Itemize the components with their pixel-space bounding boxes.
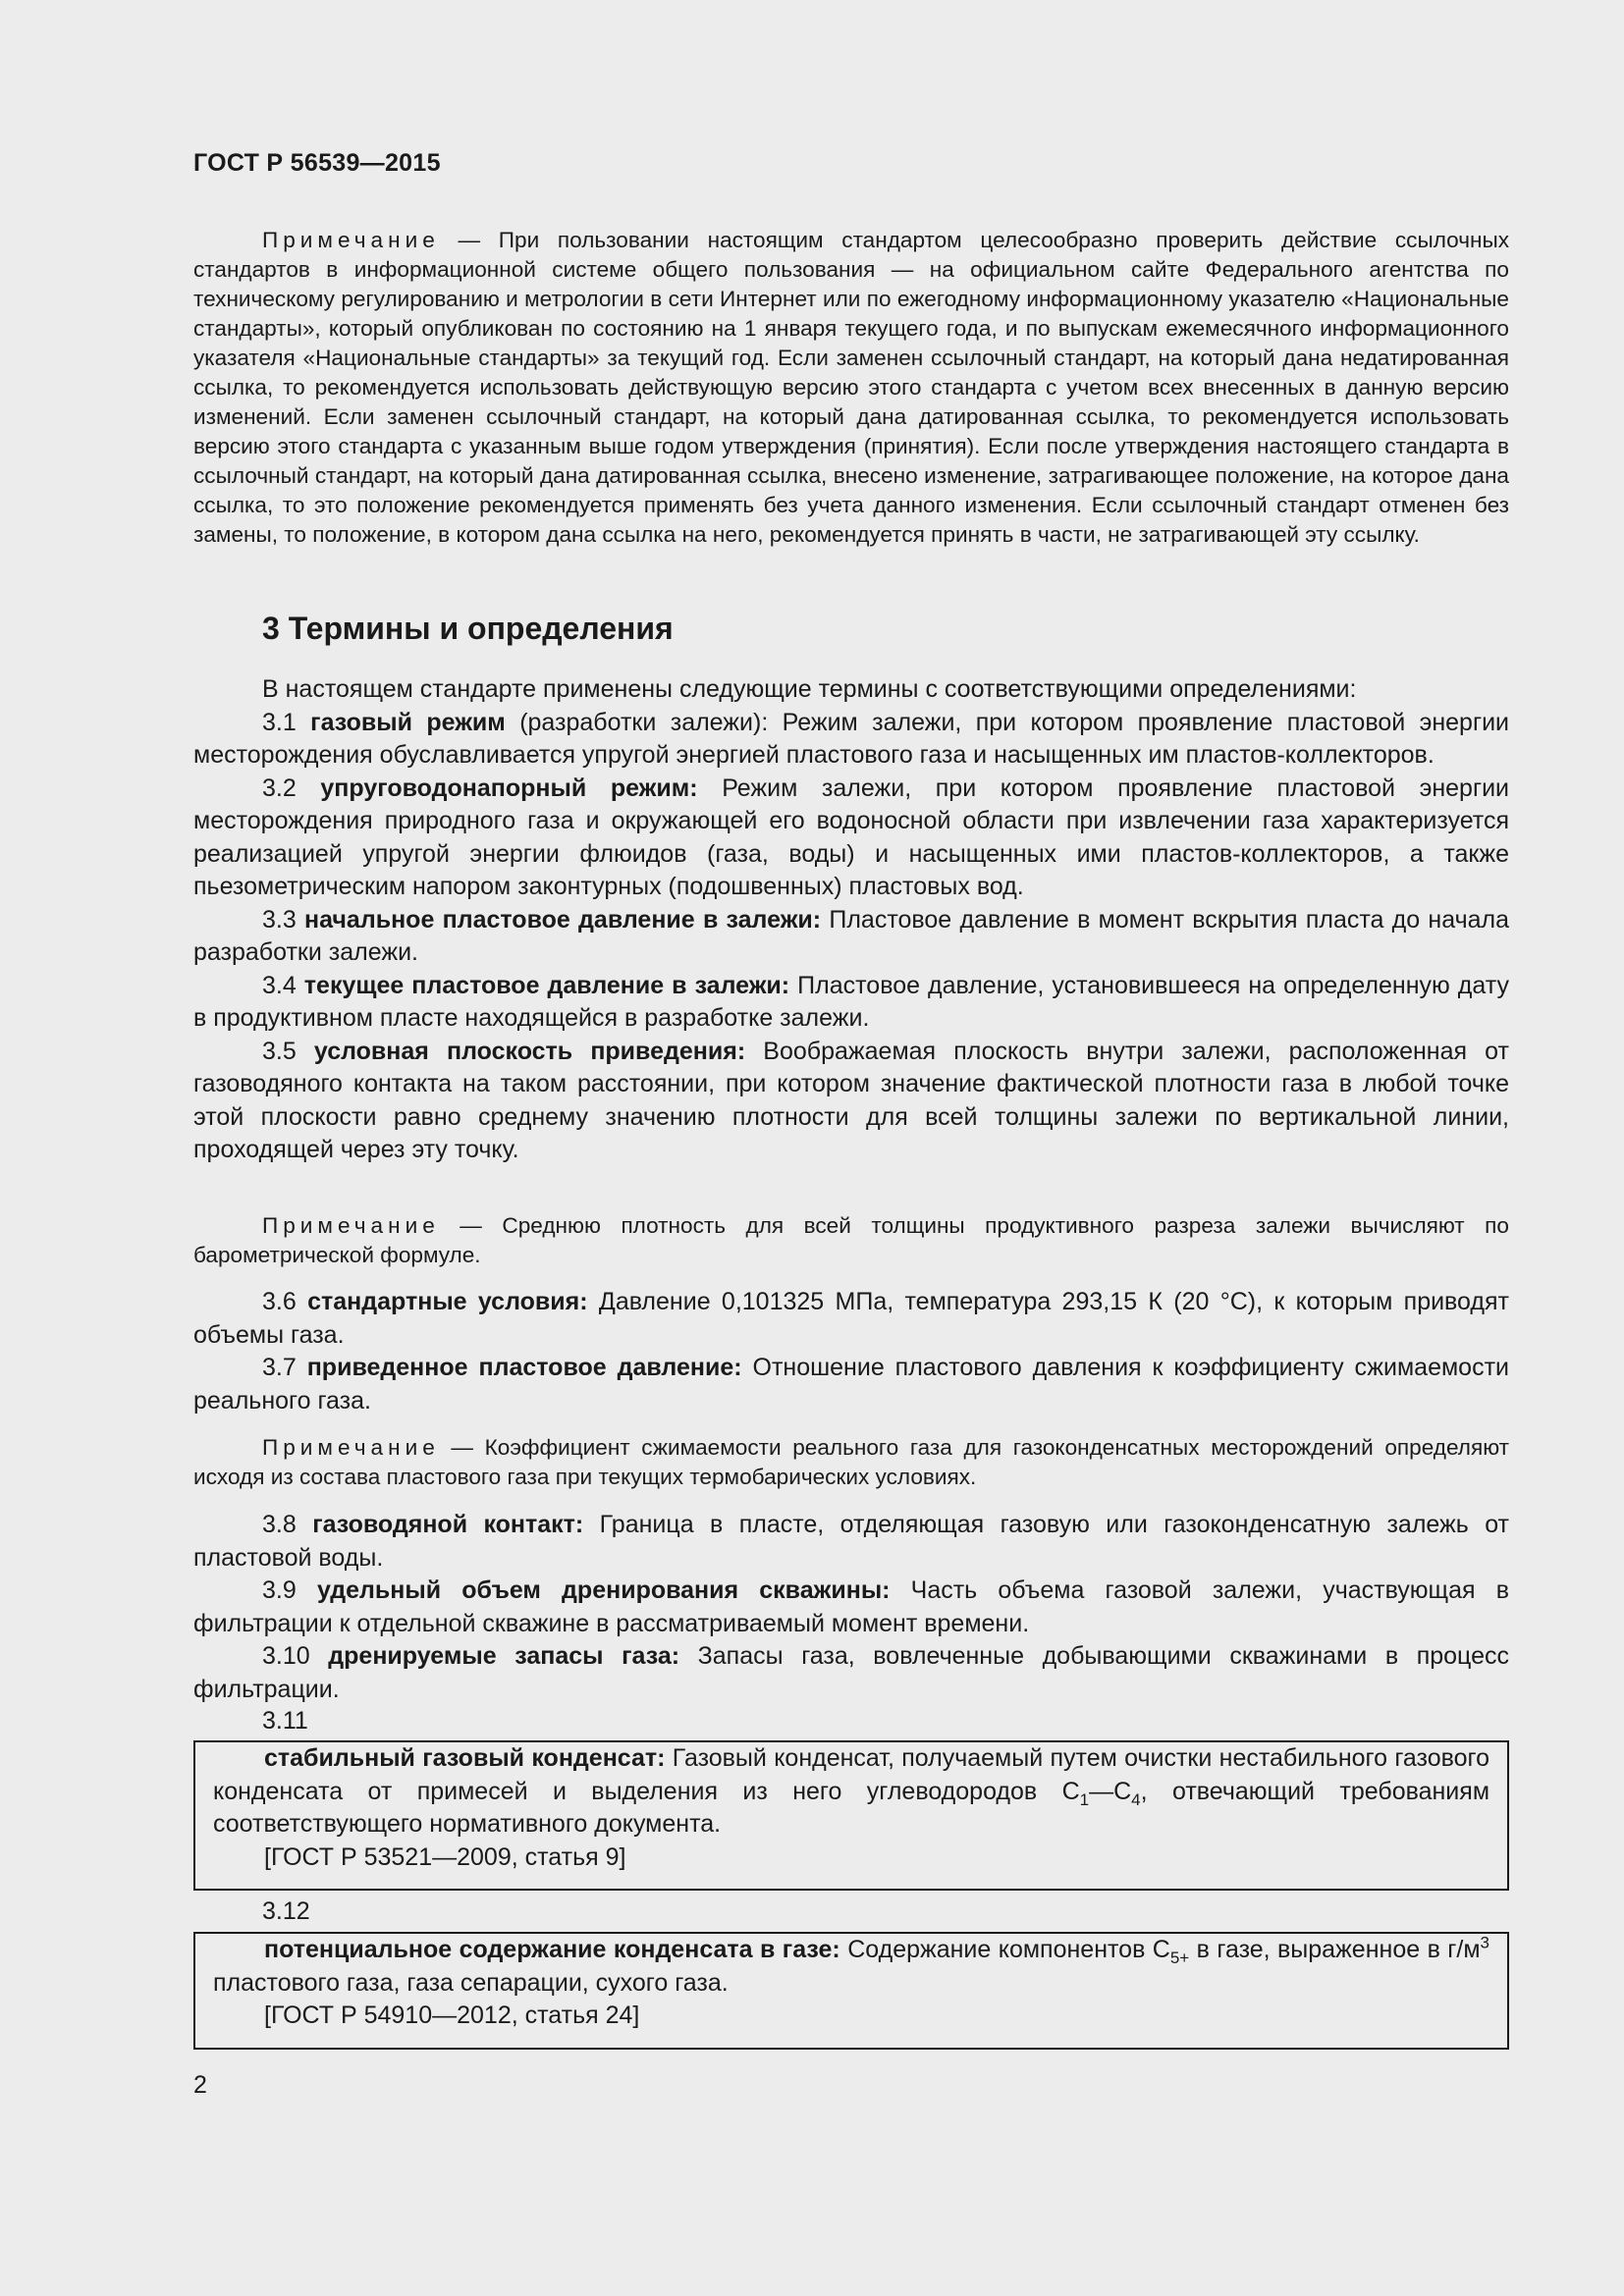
reference-note: Примечание — При пользовании настоящим стандартом целесообразно проверить действие ссылочных стандартов в информационной системе общего пользования — на официальном сайте Федерального агентства по техническому регулированию и метрологии в сети Интернет или по ежегодному информационному указателю «Национальные стандарты», который опубликован по состоянию на 1 января текущего года, и по выпускам ежемесячного информационного указателя «Национальные стандарты» за текущий год. Если заменен ссылочный стандарт, на который дана недатированная ссылка, то рекомендуется использовать действующую версию этого стандарта с учетом всех внесенных в данную версию изменений. Если заменен ссылочный стандарт, на который дана датированная ссылка, то рекомендуется использовать версию этого стандарта с указанным выше годом утверждения (принятия). Если после утверждения настоящего стандарта в ссылочный стандарт, на который дана датированная ссылка, внесено изменение, затрагивающее положение, на которое дана ссылка, то это положение рекомендуется применять без учета данного изменения. Если ссылочный стандарт отменен без замены, то положение, в котором дана ссылка на него, рекомендуется принять в части, не затрагивающей эту ссылку. bbox=[193, 228, 1510, 547]
term-3-8: 3.8 газоводяной контакт: Граница в пласте, отделяющая газовую или газоконденсатную залежь от пластовой воды. bbox=[193, 1511, 1510, 1572]
term-3-5: 3.5 условная плоскость приведения: Воображаемая плоскость внутри залежи, расположенная от газоводяного контакта на таком расстоянии, при котором значение фактической плотности газа в любой точке этой плоскости равно среднему значению плотности для всей толщины залежи по вертикальной линии, проходящей через эту точку. bbox=[193, 1037, 1509, 1163]
note-density: Примечание — Среднюю плотность для всей толщины продуктивного разреза залежи вычисляют по барометрической формуле. bbox=[193, 1213, 1509, 1267]
term-3-2: 3.2 упруговодонапорный режим: Режим залежи, при котором проявление пластовой энергии месторождения природного газа и окружающей его водоносной области при извлечении газа характеризуется реализацией упругой энергии флюидов (газа, воды) и насыщенных ими пластов-коллекторов, а также пьезометрическим напором законтурных (подошвенных) пластовых вод. bbox=[193, 774, 1509, 900]
terms-block-3 bbox=[193, 1509, 1509, 1706]
term-3-6: 3.6 стандартные условия: Давление 0,101325 МПа, температура 293,15 К (20 °С), к которым приводят объемы газа. bbox=[193, 1288, 1509, 1349]
term-3-11-number: 3.11 bbox=[262, 1707, 308, 1735]
term-3-3: 3.3 начальное пластовое давление в залежи: Пластовое давление в момент вскрытия пласта до начала разработки залежи. bbox=[193, 905, 1509, 966]
term-3-10: 3.10 дренируемые запасы газа: Запасы газа, вовлеченные добывающими скважинами в процесс фильтрации. bbox=[193, 1642, 1509, 1703]
term-3-12-box bbox=[193, 1932, 1509, 2050]
term-3-11: стабильный газовый конденсат: Газовый конденсат, получаемый путем очистки нестабильного газового конденсата от примесей и выделения из него углеводородов $С_1—С_4$, отвечающий требованиям соответствующего нормативного документа. bbox=[213, 1744, 1489, 1838]
term-3-4: 3.4 текущее пластовое давление в залежи: Пластовое давление, установившееся на определенную дату в продуктивном пласте находящейся в разработке залежи. bbox=[193, 971, 1509, 1032]
terms-block-1 bbox=[193, 673, 1509, 1167]
term-3-1: 3.1 газовый режим (разработки залежи): Режим залежи, при котором проявление пластовой энергии месторождения обуславливается упругой энергией пластового газа и насыщенных им пластов-коллекторов. bbox=[193, 708, 1510, 769]
term-3-12-number: 3.12 bbox=[262, 1897, 310, 1925]
section-title: 3 Термины и определения bbox=[262, 611, 674, 646]
document-header: ГОСТ Р 56539—2015 bbox=[193, 149, 441, 177]
note-label: Примечание bbox=[262, 228, 440, 252]
term-3-11-box bbox=[193, 1740, 1509, 1891]
term-3-12: потенциальное содержание конденсата в газе: Содержание компонентов $С_{5+}$ в газе, выраженное в $г/м^3$ пластового газа, газа сепарации, сухого газа. bbox=[213, 1933, 1489, 1997]
term-3-11-source: [ГОСТ Р 53521—2009, статья 9] bbox=[264, 1842, 626, 1871]
terms-block-2 bbox=[193, 1286, 1509, 1417]
term-3-9: 3.9 удельный объем дренирования скважины: Часть объема газовой залежи, участвующая в фильтрации к отдельной скважине в рассматриваемый момент времени. bbox=[193, 1576, 1510, 1637]
page-number: 2 bbox=[193, 2071, 207, 2099]
note-text: При пользовании настоящим стандартом целесообразно проверить действие ссылочных стандартов в информационной системе общего пользования — на официальном сайте Федерального агентства по техническому регулированию и метрологии в сети Интернет или по ежегодному информационному указателю «Национальные стандарты», который опубликован по состоянию на 1 января текущего года, и по выпускам ежемесячного информационного указателя «Национальные стандарты» за текущий год. Если заменен ссылочный стандарт, на который дана недатированная ссылка, то рекомендуется использовать действующую версию этого стандарта с учетом всех внесенных в данную версию изменений. Если заменен ссылочный стандарт, на который дана датированная ссылка, то рекомендуется использовать версию этого стандарта с указанным выше годом утверждения (принятия). Если после утверждения настоящего стандарта в ссылочный стандарт, на который дана датированная ссылка, внесено изменение, затрагивающее положение, на которое дана ссылка, то это положение рекомендуется применять без учета данного изменения. Если ссылочный стандарт отменен без замены, то положение, в котором дана ссылка на него, рекомендуется принять в части, не затрагивающей эту ссылку. bbox=[193, 228, 1510, 547]
note-compressibility: Примечание — Коэффициент сжимаемости реального газа для газоконденсатных месторождений определяют исходя из состава пластового газа при текущих термобарических условиях. bbox=[193, 1435, 1509, 1489]
section-intro: В настоящем стандарте применены следующие термины с соответствующими определениями: bbox=[262, 675, 1357, 703]
term-3-7: 3.7 приведенное пластовое давление: Отношение пластового давления к коэффициенту сжимаемости реального газа. bbox=[193, 1354, 1509, 1415]
term-3-12-source: [ГОСТ Р 54910—2012, статья 24] bbox=[264, 2002, 640, 2029]
